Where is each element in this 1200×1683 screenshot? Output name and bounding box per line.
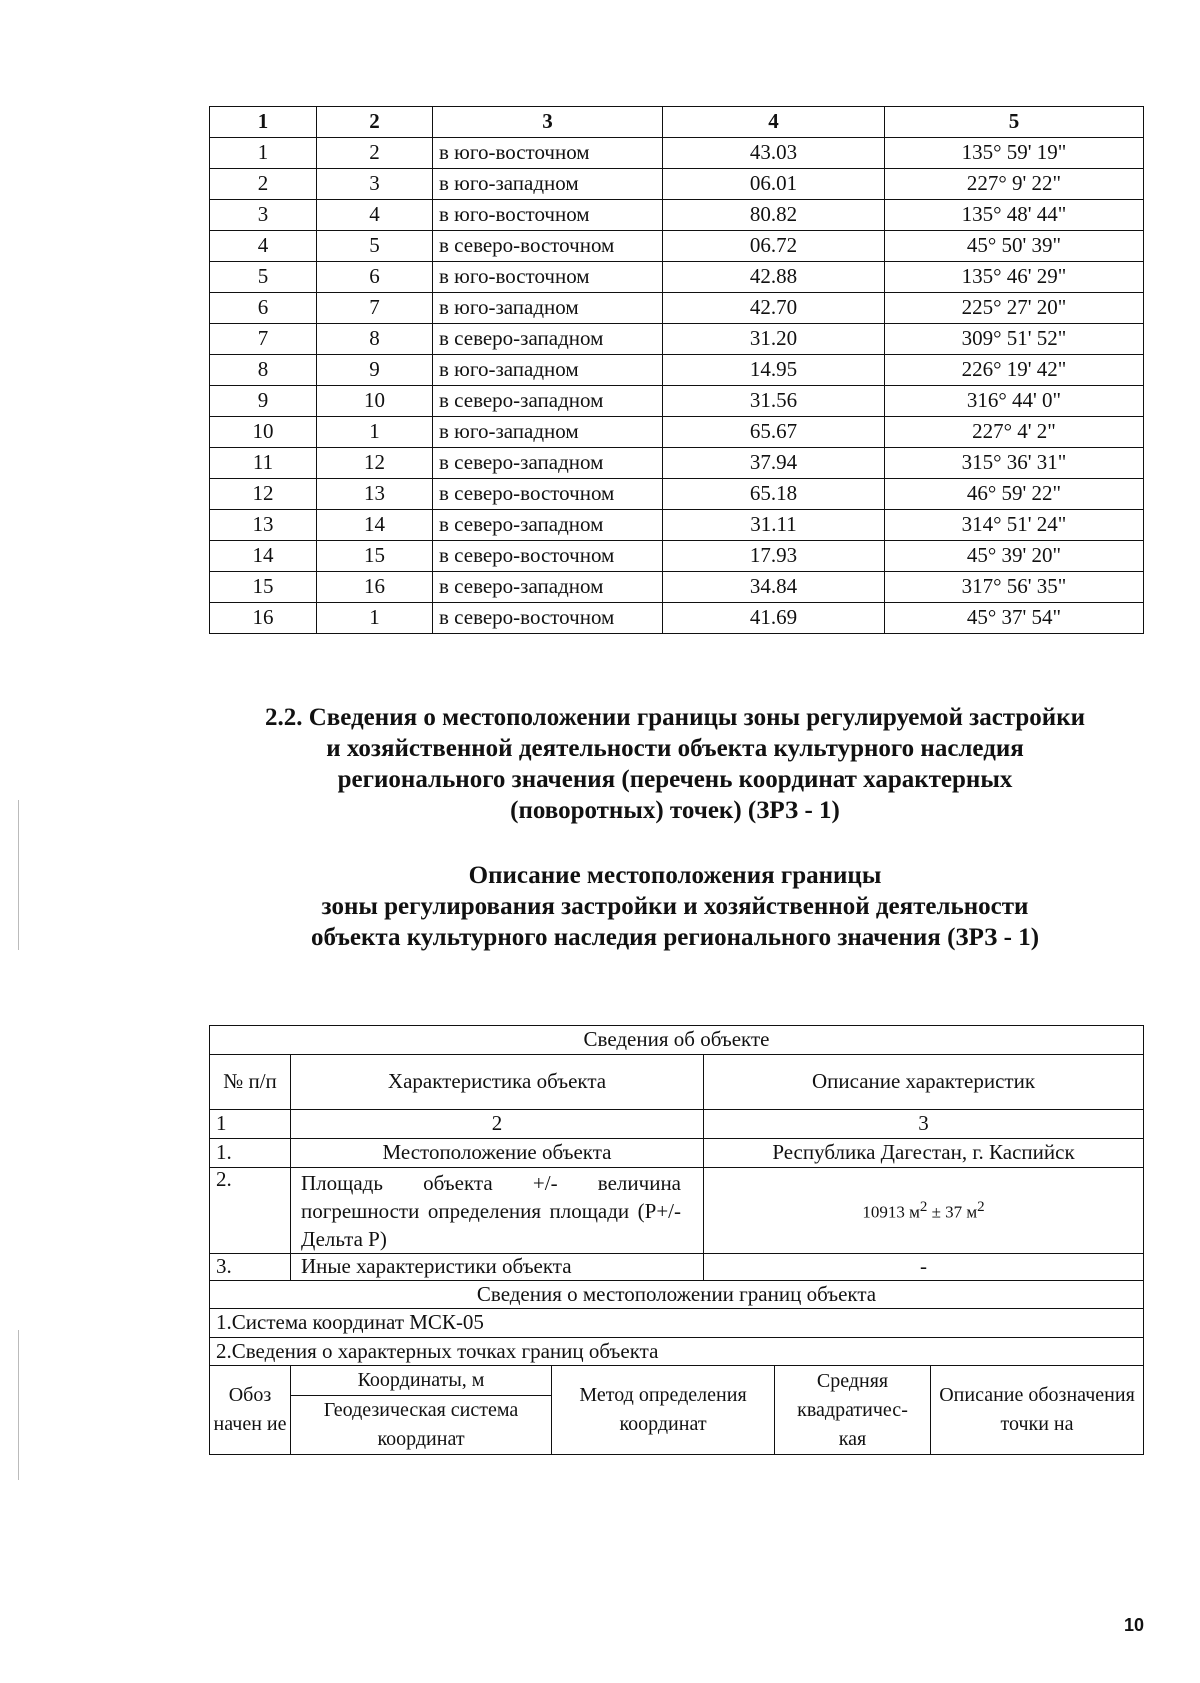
to-point: 5: [317, 231, 433, 262]
distance: 65.18: [663, 479, 885, 510]
direction: в юго-западном: [433, 355, 663, 386]
table-row: [210, 169, 1144, 200]
from-point: 8: [210, 355, 317, 386]
direction: в северо-западном: [433, 324, 663, 355]
row-name: Площадь объекта +/- величина погрешности определения площади (Р+/- Дельта Р): [291, 1168, 704, 1254]
distance: 14.95: [663, 355, 885, 386]
table-row: [210, 479, 1144, 510]
to-point: 13: [317, 479, 433, 510]
header-description: Описание обозначения точки на: [931, 1366, 1144, 1455]
from-point: 9: [210, 386, 317, 417]
distance: 42.70: [663, 293, 885, 324]
direction: в юго-западном: [433, 417, 663, 448]
from-point: 6: [210, 293, 317, 324]
from-point: 7: [210, 324, 317, 355]
to-point: 6: [317, 262, 433, 293]
heading-line: 2.2. Сведения о местоположении границы зоны регулируемой застройки: [264, 704, 1086, 731]
area-value: 10913 м: [862, 1202, 920, 1222]
col-number: 2: [291, 1110, 704, 1139]
points-title: 2.Сведения о характерных точках границ объекта: [210, 1338, 1144, 1366]
object-table-title: Сведения об объекте: [210, 1026, 1144, 1055]
section-heading: [200, 702, 1150, 826]
from-point: 1: [210, 138, 317, 169]
row-value: [704, 1168, 1144, 1254]
description-heading: [200, 860, 1150, 953]
table-row: [210, 324, 1144, 355]
direction: в северо-восточном: [433, 231, 663, 262]
scan-artifact: [18, 800, 19, 950]
table-row: [210, 138, 1144, 169]
distance: 80.82: [663, 200, 885, 231]
to-point: 10: [317, 386, 433, 417]
direction: в северо-восточном: [433, 479, 663, 510]
col-number: 1: [210, 1110, 291, 1139]
table-row: [210, 510, 1144, 541]
bearing: 226° 19' 42": [885, 355, 1144, 386]
column-header: 5: [885, 107, 1144, 138]
heading-line: Описание местоположения границы: [468, 862, 882, 889]
coord-system: 1.Система координат МСК-05: [210, 1309, 1144, 1338]
bearing: 317° 56' 35": [885, 572, 1144, 603]
table-row: [210, 355, 1144, 386]
from-point: 4: [210, 231, 317, 262]
bearing: 135° 59' 19": [885, 138, 1144, 169]
row-value: -: [704, 1254, 1144, 1281]
to-point: 8: [317, 324, 433, 355]
direction: в северо-западном: [433, 572, 663, 603]
header-designation: Обоз начен ие: [210, 1366, 291, 1455]
column-header: 2: [317, 107, 433, 138]
from-point: 13: [210, 510, 317, 541]
to-point: 2: [317, 138, 433, 169]
direction: в северо-восточном: [433, 541, 663, 572]
distance: 65.67: [663, 417, 885, 448]
row-name: Местоположение объекта: [291, 1139, 704, 1168]
bearing: 46° 59' 22": [885, 479, 1144, 510]
from-point: 2: [210, 169, 317, 200]
scan-artifact: [18, 1330, 19, 1480]
to-point: 1: [317, 603, 433, 634]
table-row: [210, 448, 1144, 479]
direction: в юго-восточном: [433, 200, 663, 231]
row-num: 3.: [210, 1254, 291, 1281]
table-row: [210, 386, 1144, 417]
direction: в юго-западном: [433, 293, 663, 324]
from-point: 16: [210, 603, 317, 634]
bearing: 45° 39' 20": [885, 541, 1144, 572]
from-point: 10: [210, 417, 317, 448]
distance: 34.84: [663, 572, 885, 603]
row-value: Республика Дагестан, г. Каспийск: [704, 1139, 1144, 1168]
bearings-table: [209, 106, 1144, 634]
points-header-table: [209, 1365, 1144, 1455]
distance: 41.69: [663, 603, 885, 634]
to-point: 1: [317, 417, 433, 448]
column-header: 4: [663, 107, 885, 138]
distance: 31.11: [663, 510, 885, 541]
bearing: 135° 46' 29": [885, 262, 1144, 293]
heading-line: и хозяйственной деятельности объекта культурного наследия: [326, 735, 1024, 762]
heading-line: объекта культурного наследия регионального значения (ЗРЗ - 1): [310, 924, 1040, 951]
bearing: 315° 36' 31": [885, 448, 1144, 479]
row-num: 1.: [210, 1139, 291, 1168]
distance: 06.72: [663, 231, 885, 262]
distance: 06.01: [663, 169, 885, 200]
to-point: 4: [317, 200, 433, 231]
distance: 43.03: [663, 138, 885, 169]
col-header-description: Описание характеристик: [704, 1055, 1144, 1110]
table-header-row: [210, 107, 1144, 138]
to-point: 16: [317, 572, 433, 603]
to-point: 15: [317, 541, 433, 572]
bearing: 135° 48' 44": [885, 200, 1144, 231]
from-point: 11: [210, 448, 317, 479]
distance: 37.94: [663, 448, 885, 479]
table-row: [210, 417, 1144, 448]
heading-line: (поворотных) точек) (ЗРЗ - 1): [510, 797, 840, 824]
distance: 31.56: [663, 386, 885, 417]
header-method: Метод определения координат: [552, 1366, 775, 1455]
bearing: 309° 51' 52": [885, 324, 1144, 355]
table-row: [210, 572, 1144, 603]
header-geodetic: Геодезическая система координат: [291, 1396, 552, 1455]
to-point: 7: [317, 293, 433, 324]
to-point: 14: [317, 510, 433, 541]
row-num: 2.: [210, 1168, 291, 1254]
direction: в северо-западном: [433, 510, 663, 541]
direction: в юго-восточном: [433, 138, 663, 169]
distance: 17.93: [663, 541, 885, 572]
to-point: 3: [317, 169, 433, 200]
table-row: [210, 541, 1144, 572]
to-point: 12: [317, 448, 433, 479]
heading-line: регионального значения (перечень координат характерных: [337, 766, 1013, 793]
direction: в северо-западном: [433, 386, 663, 417]
from-point: 15: [210, 572, 317, 603]
column-header: 3: [433, 107, 663, 138]
direction: в северо-восточном: [433, 603, 663, 634]
table-row: [210, 293, 1144, 324]
heading-line: зоны регулирования застройки и хозяйственной деятельности: [321, 893, 1029, 920]
bearing: 225° 27' 20": [885, 293, 1144, 324]
table-row: [210, 603, 1144, 634]
header-rms: Средняя квадратичес- кая: [775, 1366, 931, 1455]
from-point: 12: [210, 479, 317, 510]
row-name: Иные характеристики объекта: [291, 1254, 704, 1281]
page-number: 10: [1124, 1615, 1145, 1635]
superscript: 2: [977, 1198, 985, 1215]
table-row: [210, 231, 1144, 262]
distance: 42.88: [663, 262, 885, 293]
bearing: 314° 51' 24": [885, 510, 1144, 541]
direction: в северо-западном: [433, 448, 663, 479]
area-tolerance: ± 37 м: [927, 1202, 978, 1222]
from-point: 5: [210, 262, 317, 293]
bearing: 316° 44' 0": [885, 386, 1144, 417]
bearing: 227° 4' 2": [885, 417, 1144, 448]
header-coords: Координаты, м: [291, 1366, 552, 1396]
distance: 31.20: [663, 324, 885, 355]
table-row: [210, 262, 1144, 293]
bearing: 45° 50' 39": [885, 231, 1144, 262]
object-table: [209, 1025, 1144, 1366]
bearing: 227° 9' 22": [885, 169, 1144, 200]
col-header-num: № п/п: [210, 1055, 291, 1110]
boundary-title: Сведения о местоположении границ объекта: [210, 1281, 1144, 1309]
col-number: 3: [704, 1110, 1144, 1139]
column-header: 1: [210, 107, 317, 138]
from-point: 3: [210, 200, 317, 231]
col-header-characteristic: Характеристика объекта: [291, 1055, 704, 1110]
table-row: [210, 200, 1144, 231]
from-point: 14: [210, 541, 317, 572]
bearing: 45° 37' 54": [885, 603, 1144, 634]
to-point: 9: [317, 355, 433, 386]
direction: в юго-западном: [433, 169, 663, 200]
direction: в юго-восточном: [433, 262, 663, 293]
superscript: 2: [919, 1198, 928, 1215]
